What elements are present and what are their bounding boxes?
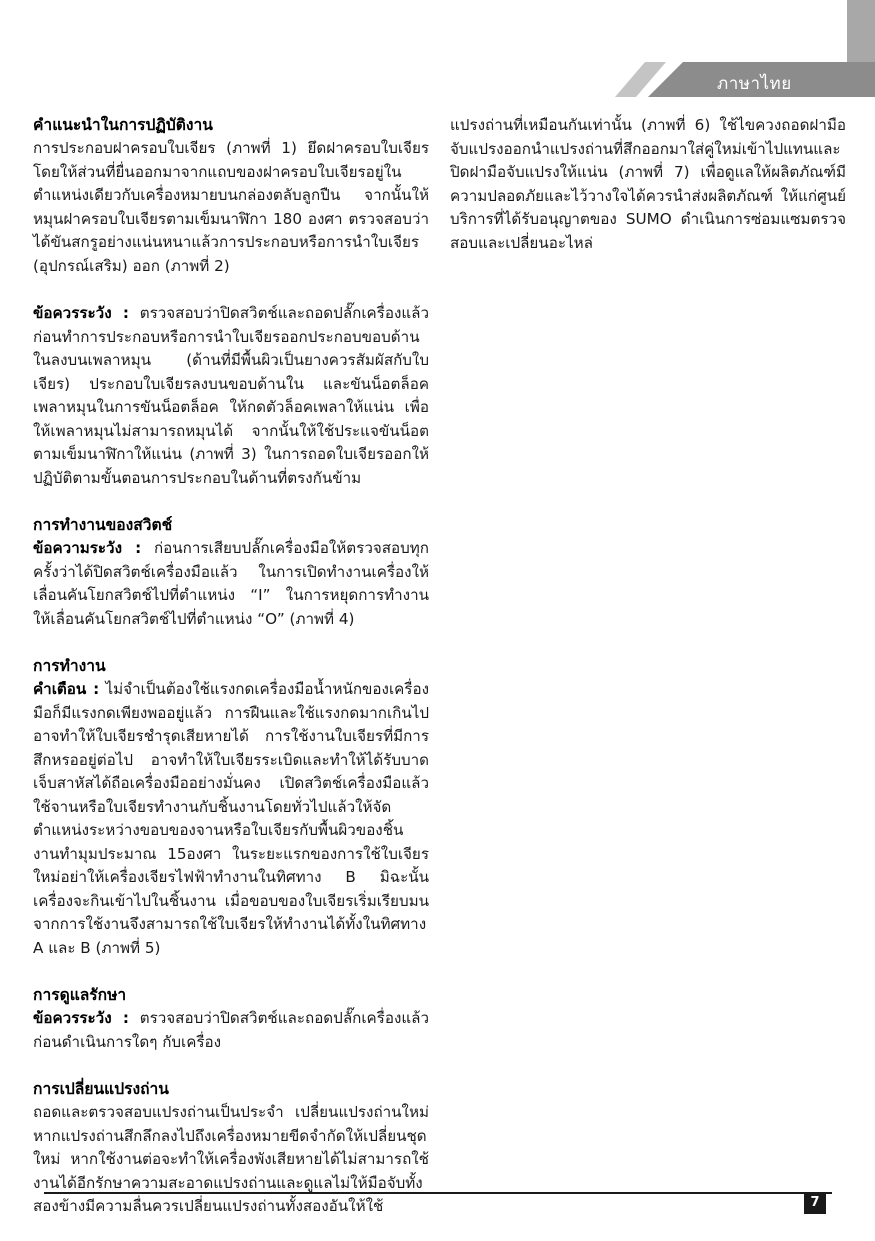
page-number: 7: [804, 1192, 826, 1214]
maintenance-caution-lead: ข้อควรระวัง :: [33, 1009, 129, 1027]
paragraph-working: [33, 678, 429, 960]
paragraph-caution-disc: [33, 302, 429, 490]
warning-lead: คำเตือน :: [33, 680, 100, 698]
caution-lead: ข้อควรระวัง :: [33, 304, 129, 322]
switch-text: ก่อนการเสียบปลั๊กเครื่องมือให้ตรวจสอบทุกครั้งว่าได้ปิดสวิตช์เครื่องมือแล้ว ในการเปิดทำงานเครื่องให้เลื่อนคันโยกสวิตช์ไปที่ตำแหน่ง “I” ในการหยุดการทำงาน ให้เลื่อนคันโยกสวิตช์ไปที่ตำแหน่ง “O” (ภาพที่ 4): [33, 539, 429, 628]
paragraph-brushes-continued: แปรงถ่านที่เหมือนกันเท่านั้น (ภาพที่ 6) ใช้ไขควงถอดฝามือจับแปรงออกนำแปรงถ่านที่สึกออกมาใส่คู่ใหม่เข้าไปแทนและปิดฝามือจับแปรงให้แน่น (ภาพที่ 7) เพื่อดูแลให้ผลิตภัณฑ์มีความปลอดภัยและไว้วางใจได้ควรนำส่งผลิตภัณฑ์ ให้แก่ศูนย์บริการที่ได้รับอนุญาตของ SUMO ดำเนินการซ่อมแซมตรวจสอบและเปลี่ยนอะไหล่: [450, 116, 846, 252]
paragraph-brushes: ถอดและตรวจสอบแปรงถ่านเป็นประจำ เปลี่ยนแปรงถ่านใหม่หากแปรงถ่านสึกลึกลงไปถึงเครื่องหมายขีดจำกัดให้เปลี่ยนชุดใหม่ หากใช้งานต่อจะทำให้เครื่องพังเสียหายได้ไม่สามารถใช้งานได้อีกรักษาความสะอาดแปรงถ่านและดูแลไม่ให้มือจับทั้งสองข้างมีความลื่นควรเปลี่ยนแปรงถ่านทั้งสองอันให้ใช้: [33, 1103, 429, 1215]
section-brushes: [33, 1078, 429, 1219]
language-label: ภาษาไทย: [717, 74, 792, 94]
paragraph-operation: การประกอบฝาครอบใบเจียร (ภาพที่ 1) ยึดฝาครอบใบเจียร โดยให้ส่วนที่ยื่นออกมาจากแถบของฝาครอบใบเจียรอยู่ในตำแหน่งเดียวกับเครื่องหมายบนกล่องตลับลูกปืน จากนั้นให้หมุนฝาครอบใบเจียรตามเข็มนาฬิกา 180 องศา ตรวจสอบว่าได้ขันสกรูอย่างแน่นหนาแล้วการประกอบหรือการนำใบเจียร (อุปกรณ์เสริม) ออก (ภาพที่ 2): [33, 139, 429, 275]
section-maintenance: [33, 984, 429, 1054]
heading-brushes: การเปลี่ยนแปรงถ่าน: [33, 1080, 169, 1098]
caution-text: ตรวจสอบว่าปิดสวิตช์และถอดปลั๊กเครื่องแล้วก่อนทำการประกอบหรือการนำใบเจียรออกประกอบขอบด้านในลงบนเพลาหมุน (ด้านที่มีพื้นผิวเป็นยางควรสัมผัสกับใบเจียร) ประกอบใบเจียรลงบนขอบด้านใน และขันน็อตล็อคเพลาหมุนในการขันน็อตล็อค ให้กดตัวล็อคเพลาให้แน่น เพื่อให้เพลาหมุนไม่สามารถหมุนได้ จากนั้นให้ใช้ประแจขันน็อตตามเข็มนาฬิกาให้แน่น (ภาพที่ 3) ในการถอดใบเจียรออกให้ปฏิบัติตามขั้นตอนการประกอบในด้านที่ตรงกันข้าม: [33, 304, 429, 487]
left-column: [33, 114, 429, 1219]
heading-operation: คำแนะนำในการปฏิบัติงาน: [33, 116, 213, 134]
right-column: [450, 114, 846, 255]
heading-working: การทำงาน: [33, 657, 106, 675]
heading-switch: การทำงานของสวิตช์: [33, 516, 173, 534]
working-text: ไม่จำเป็นต้องใช้แรงกดเครื่องมือน้ำหนักของเครื่องมือก็มีแรงกดเพียงพออยู่แล้ว การฝืนและใช้แรงกดมากเกินไปอาจทำให้ใบเจียรชำรุดเสียหายได้ การใช้งานใบเจียรที่มีการสึกหรออยู่ต่อไป อาจทำให้ใบเจียรระเบิดและทำให้ได้รับบาดเจ็บสาหัสได้ถือเครื่องมืออย่างมั่นคง เปิดสวิตช์เครื่องมือแล้วใช้จานหรือใบเจียรทำงานกับชิ้นงานโดยทั่วไปแล้วให้จัดตำแหน่งระหว่างขอบของจานหรือใบเจียรกับพื้นผิวของชิ้นงานทำมุมประมาณ 15องศา ในระยะแรกของการใช้ใบเจียรใหม่อย่าให้เครื่องเจียรไฟฟ้าทำงานในทิศทาง B มิฉะนั้นเครื่องจะกินเข้าไปในชิ้นงาน เมื่อขอบของใบเจียรเริ่มเรียบมนจากการใช้งานจึงสามารถใช้ใบเจียรให้ทำงานได้ทั้งในทิศทาง A และ B (ภาพที่ 5): [33, 680, 429, 957]
section-operation: [33, 114, 429, 278]
section-switch: [33, 514, 429, 631]
section-caution-disc: [33, 302, 429, 490]
paragraph-maintenance: [33, 1007, 429, 1054]
heading-maintenance: การดูแลรักษา: [33, 986, 127, 1004]
section-working: [33, 655, 429, 960]
footer-rule: [44, 1192, 832, 1194]
paragraph-switch: [33, 537, 429, 631]
maintenance-text: ตรวจสอบว่าปิดสวิตช์และถอดปลั๊กเครื่องแล้วก่อนดำเนินการใดๆ กับเครื่อง: [33, 1009, 429, 1051]
switch-caution-lead: ข้อความระวัง :: [33, 539, 142, 557]
